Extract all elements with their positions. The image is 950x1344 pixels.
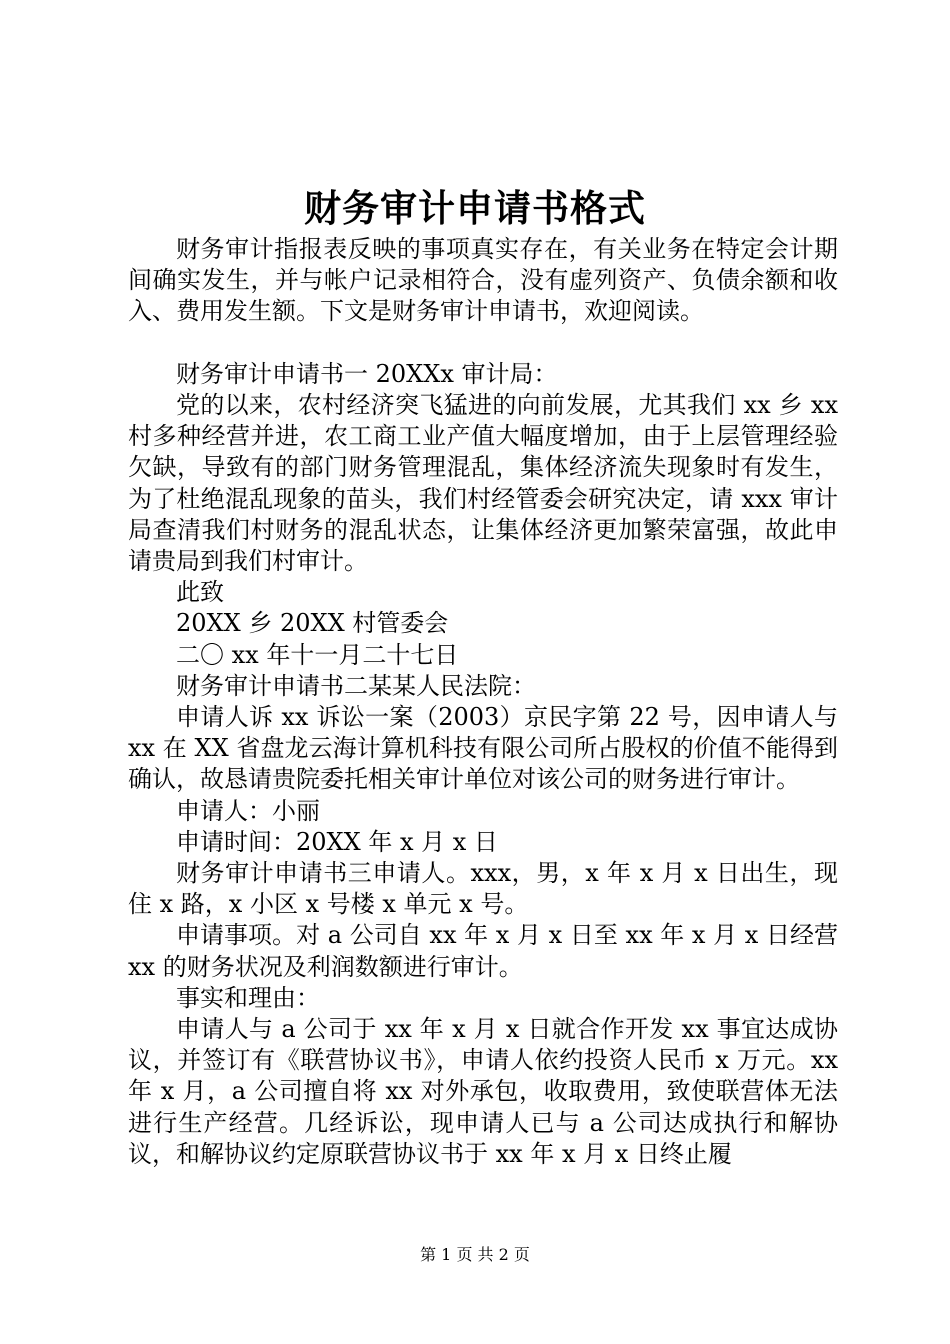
intro-paragraph: 财务审计指报表反映的事项真实存在，有关业务在特定会计期间确实发生，并与帐户记录相符合，没有虚列资产、负债余额和收入、费用发生额。下文是财务审计申请书，欢迎阅读。 [128,235,838,326]
paragraph-spacer [128,328,838,359]
application-matters: 申请事项。对 a 公司自 xx 年 x 月 x 日至 xx 年 x 月 x 日经营 xx 的财务状况及利润数额进行审计。 [128,921,838,981]
sample-two-heading: 财务审计申请书二某某人民法院： [176,671,536,700]
signature-date: 二〇 xx 年十一月二十七日 [176,640,459,669]
sample-two-body: 申请人诉 xx 诉讼一案（2003）京民字第 22 号，因申请人与 xx 在 XX 省盘龙云海计算机科技有限公司所占股权的价值不能得到确认，故恳请贵院委托相关审计单位对该公司的财务进行审计。 [128,703,838,794]
document-body [128,234,838,1170]
sample-one-heading: 财务审计申请书一 20XXx 审计局： [176,359,558,388]
document-title: 财务审计申请书格式 [304,186,646,230]
page-number-footer: 第 1 页 共 2 页 [420,1245,530,1264]
applicant-line: 申请人：小丽 [176,796,320,825]
facts-and-reasons-body: 申请人与 a 公司于 xx 年 x 月 x 日就合作开发 xx 事宜达成协议，并签订有《联营协议书》，申请人依约投资人民币 x 万元。xx 年 x 月，a 公司擅自将 xx 对外承包，收取费用，致使联营体无法进行生产经营。几经诉讼，现申请人已与 a 公司达成执行和解协议，和解协议约定原联营协议书于 xx 年 x 月 x 日终止履 [128,1015,838,1168]
facts-and-reasons-heading: 事实和理由： [176,983,320,1012]
sample-one-body: 党的以来，农村经济突飞猛进的向前发展，尤其我们 xx 乡 xx 村多种经营并进，农工商工业产值大幅度增加，由于上层管理经验欠缺，导致有的部门财务管理混乱，集体经济流失现象时有发生，为了杜绝混乱现象的苗头，我们村经管委会研究决定，请 xxx 审计局查清我们村财务的混乱状态，让集体经济更加繁荣富强，故此申请贵局到我们村审计。 [128,391,838,576]
signatory-name: 20XX 乡 20XX 村管委会 [176,609,449,638]
application-date-line: 申请时间：20XX 年 x 月 x 日 [176,827,498,856]
sample-three-heading: 财务审计申请书三申请人。xxx，男，x 年 x 月 x 日出生，现住 x 路，x 小区 x 号楼 x 单元 x 号。 [128,859,838,919]
closing-salutation: 此致 [176,578,224,607]
